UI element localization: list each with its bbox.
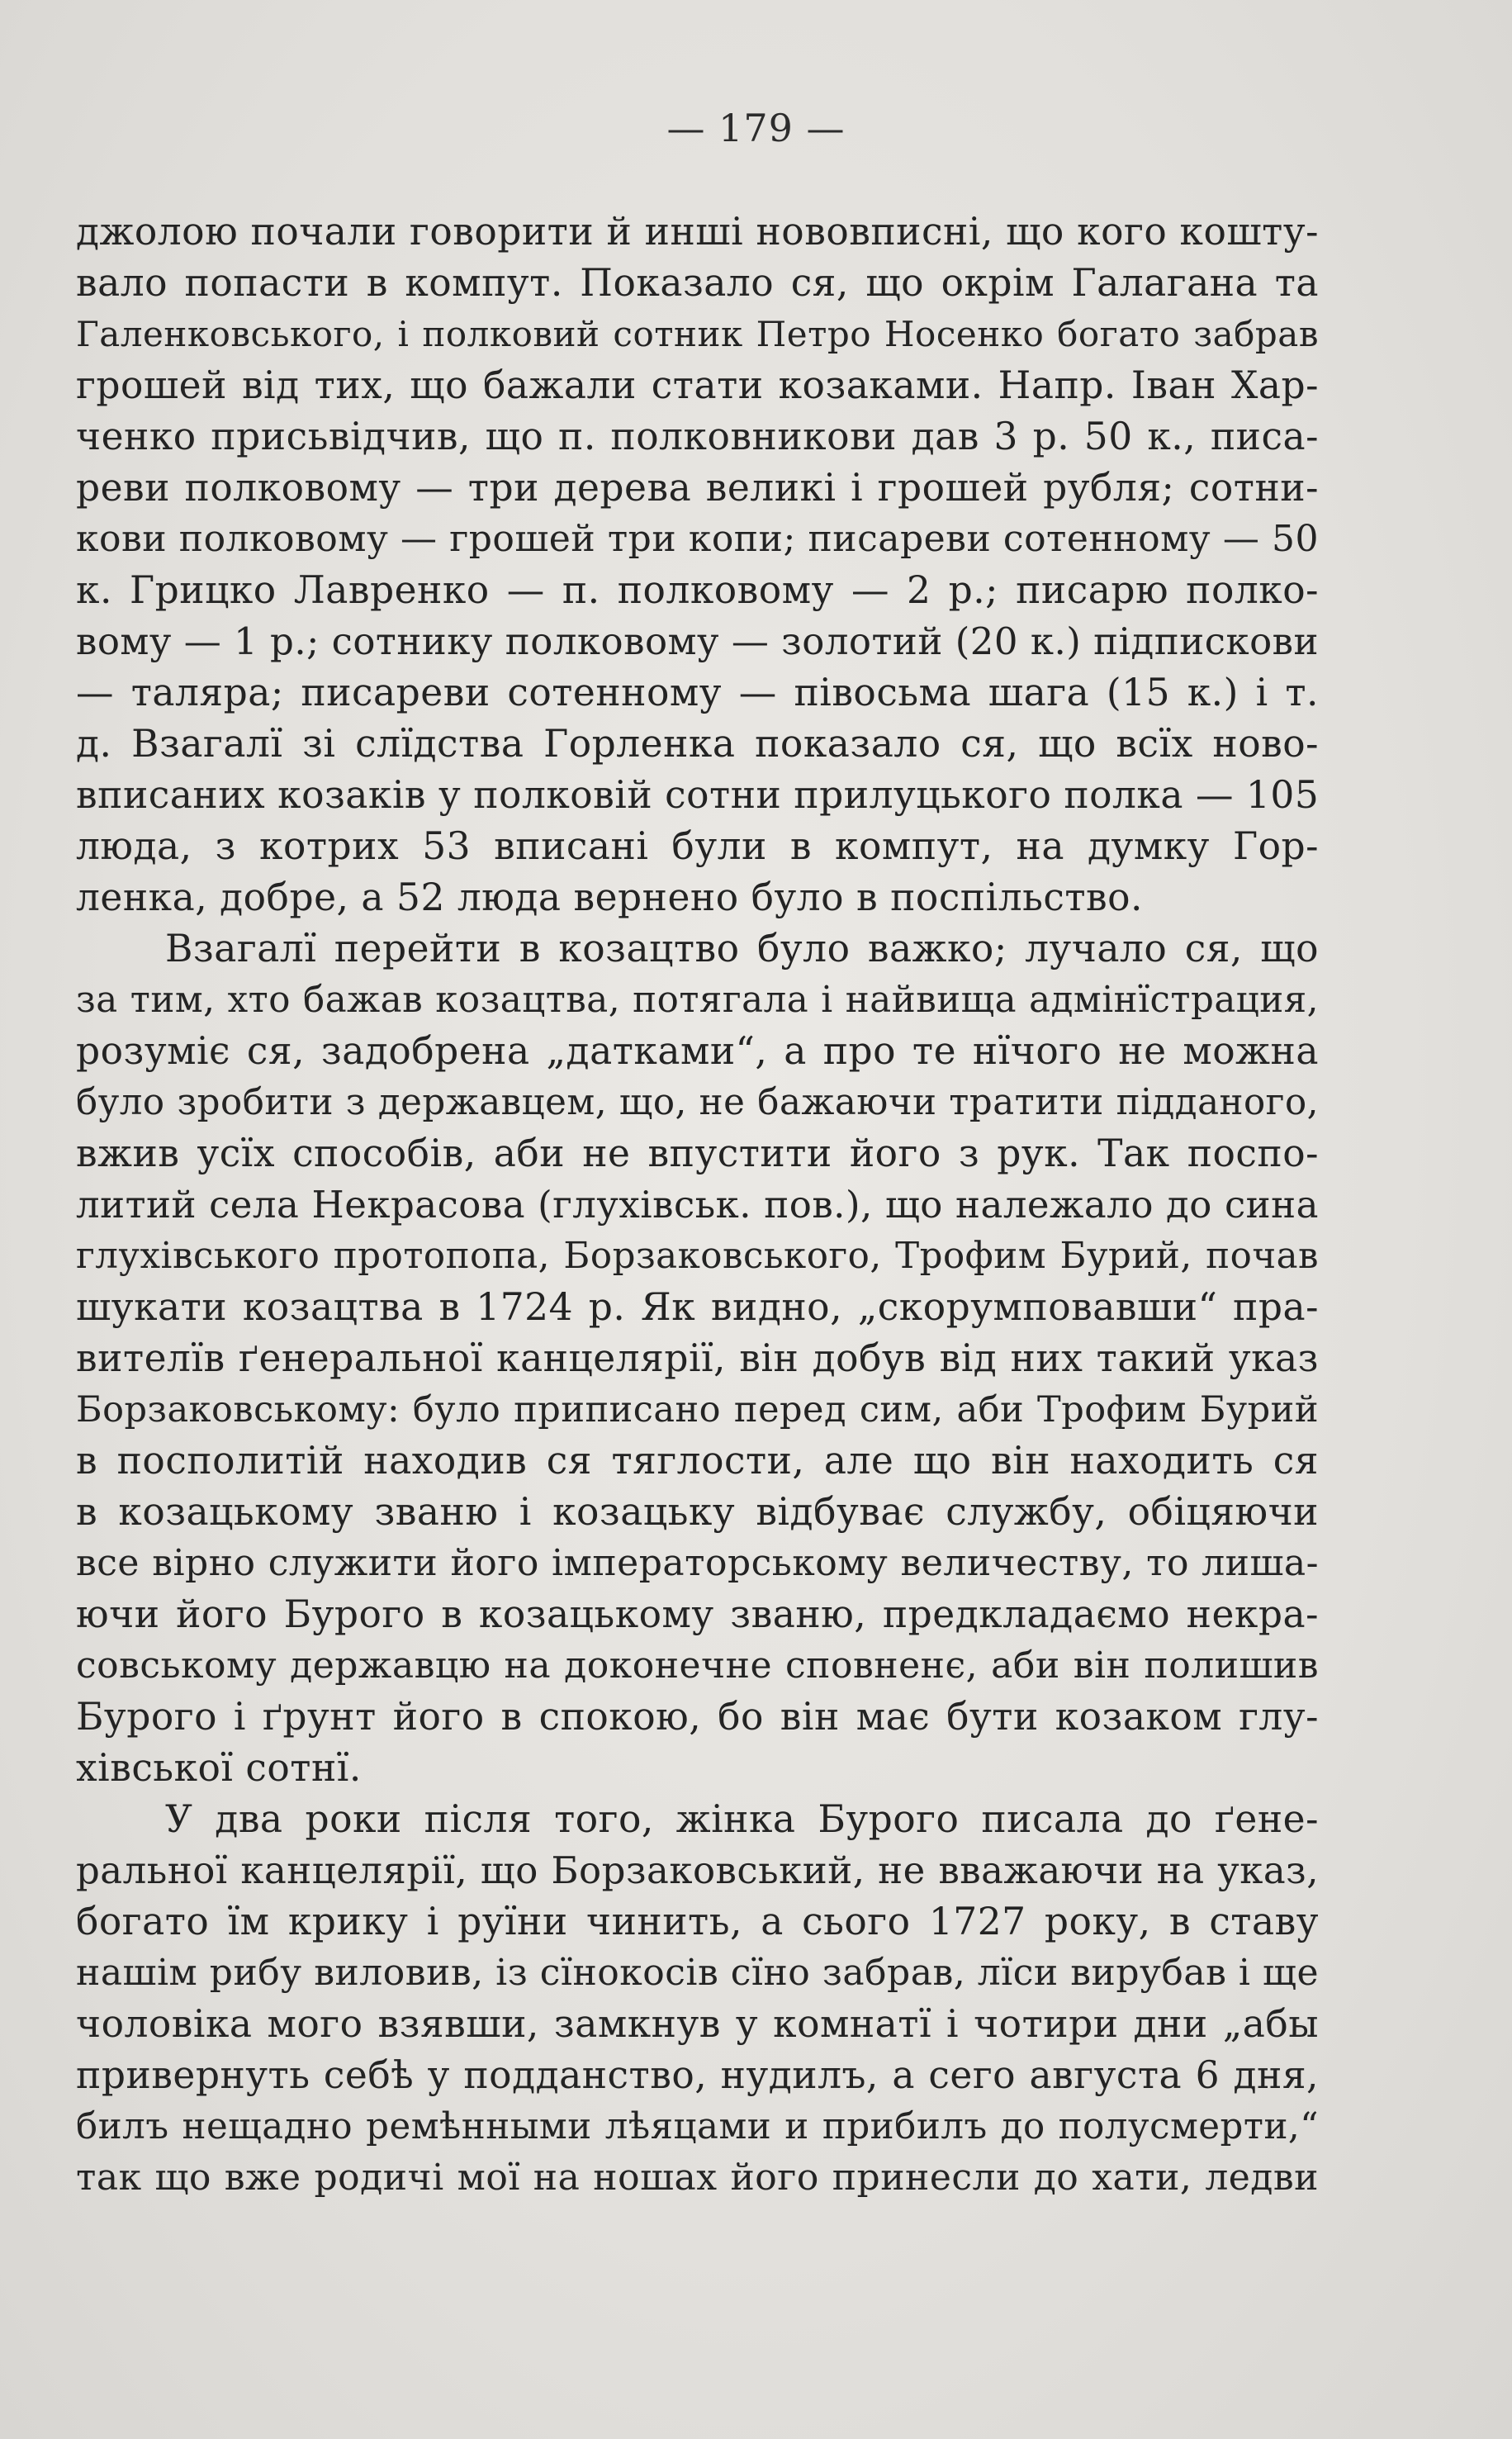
- text-line: ючи його Бурого в козацькому званю, предкладаємо некра-: [76, 1592, 1319, 1636]
- text-line: грошей від тих, що бажали стати козаками. Напр. Іван Хар-: [76, 363, 1319, 407]
- text-line: джолою почали говорити й инші нововписні, що кого кошту-: [76, 210, 1319, 254]
- text-line: в посполитій находив ся тяглости, але що він находить ся: [76, 1439, 1319, 1483]
- paragraph-1: [76, 206, 1319, 923]
- text-line: Взагалї перейти в козацтво було важко; лучало ся, що: [165, 927, 1319, 970]
- text-line: У два роки після того, жінка Бурого писала до ґене-: [165, 1797, 1319, 1841]
- text-line: люда, з котрих 53 вписані були в компут, на думку Гор-: [76, 824, 1319, 868]
- text-line: було зробити з державцем, що, не бажаючи тратити підданого,: [76, 1082, 1319, 1123]
- text-line: д. Взагалї зі слїдства Горленка показало ся, що всїх ново-: [76, 722, 1319, 766]
- text-line: Галенковського, і полковий сотник Петро Носенко богато забрав: [76, 314, 1319, 354]
- paragraph-2: [76, 923, 1319, 1794]
- text-line: вписаних козаків у полковій сотни прилуцького полка — 105: [76, 773, 1320, 817]
- text-line: вому — 1 р.; сотнику полковому — золотий (20 к.) підпискови: [76, 619, 1319, 663]
- paragraph-3: [76, 1794, 1319, 2204]
- text-line: ральної канцелярії, що Борзаковський, не вважаючи на указ,: [76, 1848, 1319, 1892]
- text-line: к. Грицко Лавренко — п. полковому — 2 р.; писарю полко-: [76, 568, 1319, 612]
- text-line: хівської сотнї.: [76, 1746, 362, 1790]
- text-line: литий села Некрасова (глухівськ. пов.), що належало до сина: [76, 1183, 1319, 1227]
- page-number: — 179 —: [666, 106, 846, 150]
- text-line: за тим, хто бажав козацтва, потягала і найвища адмінїстрация,: [76, 980, 1319, 1021]
- text-line: глухівського протопопа, Борзаковського, Трофим Бурий, почав: [76, 1236, 1319, 1277]
- text-line: нашім рибу виловив, із сїнокосів сїно забрав, лїси вирубав і ще: [76, 1952, 1319, 1994]
- body-text: [76, 206, 1319, 2204]
- text-line: вало попасти в компут. Показало ся, що окрім Галагана та: [76, 261, 1319, 305]
- text-line: реви полковому — три дерева великі і грошей рубля; сотни-: [76, 466, 1319, 510]
- text-line: чоловіка мого взявши, замкнув у комнатї і чотири дни „абы: [76, 2002, 1319, 2046]
- text-line: билъ нещадно ремѣнными лѣяцами и прибилъ до полусмерти,“: [76, 2106, 1319, 2147]
- text-line: ченко присьвідчив, що п. полковникови дав 3 р. 50 к., писа-: [76, 415, 1319, 458]
- text-line: шукати козацтва в 1724 р. Як видно, „скорумповавши“ пра-: [76, 1285, 1319, 1329]
- text-line: в козацькому званю і козацьку відбуває службу, обіцяючи: [76, 1490, 1319, 1534]
- text-line: привернуть себѣ у подданство, нудилъ, а сего августа 6 дня,: [76, 2053, 1319, 2097]
- text-line: розуміє ся, задобрена „датками“, а про те нїчого не можна: [76, 1029, 1319, 1073]
- text-line: кови полковому — грошей три копи; писареви сотенному — 50: [76, 518, 1319, 560]
- text-line: ленка, добре, а 52 люда вернено було в поспільство.: [76, 875, 1143, 919]
- text-line: вжив усїх способів, аби не впустити його з рук. Так поспо-: [76, 1132, 1319, 1175]
- text-line: богато їм крику і руїни чинить, а сього 1727 року, в ставу: [76, 1900, 1319, 1943]
- text-line: Бурого і ґрунт його в спокою, бо він має бути козаком глу-: [76, 1695, 1319, 1739]
- text-line: так що вже родичі мої на ношах його принесли до хати, ледви: [76, 2157, 1319, 2199]
- text-line: Борзаковському: було приписано перед сим, аби Трофим Бурий: [76, 1389, 1319, 1431]
- text-line: совському державцю на доконечне сповненє, аби він полишив: [76, 1644, 1319, 1687]
- text-line: — таляра; писареви сотенному — півосьма шага (15 к.) і т.: [76, 671, 1319, 714]
- text-line: все вірно служити його імператорському величеству, то лиша-: [76, 1542, 1319, 1584]
- text-line: вителїв ґенеральної канцелярії, він добув від них такий указ: [76, 1336, 1319, 1380]
